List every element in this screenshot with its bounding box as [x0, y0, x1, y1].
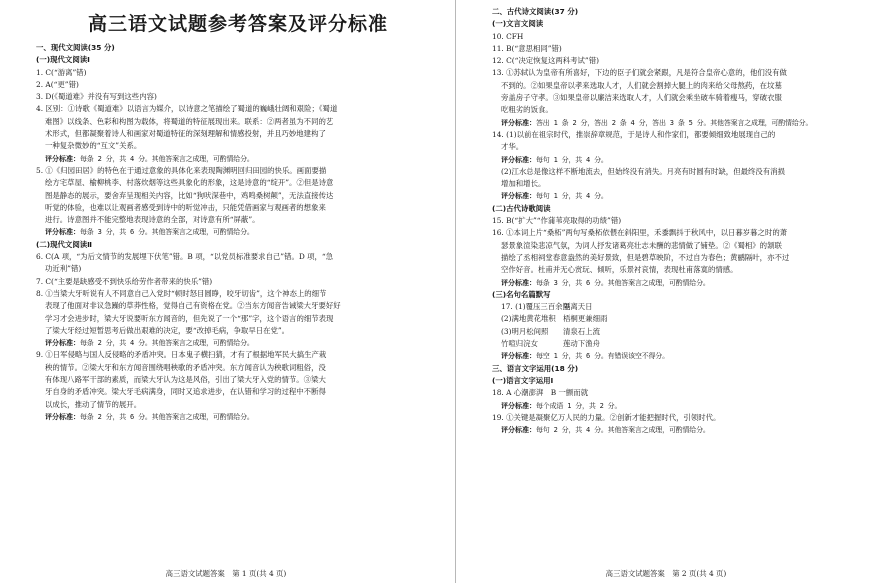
- answer-line: 难图》以线条、色彩和构图为载体，将蜀道的特征展现出来。联系：②两者虽为不同的艺: [45, 116, 334, 126]
- answer-item: 1. C(“游离”错): [36, 67, 87, 77]
- scoring-text: 每句 2 分，共 4 分。其他答案言之成理，可酌情给分。: [536, 426, 710, 435]
- recitation-answer: [492, 326, 848, 338]
- answer-item: 16. ①本词上片“桑柘”两句写桑柘依偎在斜阳里，禾黍飘抖于秋风中，以日暮岁暮之时的萧: [492, 228, 788, 238]
- scoring-note: [492, 190, 848, 202]
- scoring-label: 评分标准：: [501, 352, 536, 361]
- recitation-answer: [492, 338, 848, 350]
- scoring-note: [492, 277, 848, 289]
- answer-item: 5. ①《归园田居》的特色在于通过意象的具体化来表现陶渊明回归田园的快乐。画面要描: [36, 165, 327, 175]
- recitation-line-b: 隔离天日: [563, 302, 593, 312]
- scoring-text: 每条 2 分，共 6 分。其他答案言之成理，可酌情给分。: [80, 412, 254, 421]
- answer-item: 3. D(《蜀道难》并没有写到这些内容): [36, 92, 157, 102]
- recitation-line-a: (2)满地黄花堆积: [501, 314, 556, 324]
- scoring-text: 每条 3 分，共 6 分。其他答案言之成理，可酌情给分。: [80, 228, 254, 237]
- answer-item: 14. (1)以前在祖宗时代，推崇辞章规范，于是诗人和作家们，都要倾细致地展现自己的: [492, 129, 776, 139]
- answer-item: 12. C(“决定恢复这两科考试”错): [492, 56, 599, 66]
- answer-item: 9. ①日军侵略与国人反侵略的矛盾冲突。日本鬼子横扫猜，才有了根据地军民大搞生产栽: [36, 350, 327, 360]
- answer-line: 进行。诗意图并不能完整地表现诗意的全部，对诗意有所“屏蔽”。: [45, 215, 260, 225]
- page-1-footer: 高三语文试题答案 第 1 页(共 4 页): [165, 569, 287, 578]
- answer-line: 表现了他面对非议急躁的草莽性格，觉得自己有资格在党。②当东方闻音告诫梁大牙要好好: [45, 301, 341, 311]
- answer-line: 有体现八路军干部的素质，而梁大牙认为这是风俗，引出了梁大牙入党的情节。③梁大: [45, 375, 326, 385]
- scoring-text: 每句 1 分，共 4 分。: [536, 192, 608, 201]
- scoring-note: [492, 154, 848, 166]
- answer-line: 绘方宅草屋、榆柳桃李、村落炊烟等这些具象化的形象，这是诗意的“绽开”。②但是诗意: [45, 178, 334, 188]
- scoring-label: 评分标准：: [45, 228, 80, 237]
- scoring-label: 评分标准：: [501, 118, 536, 127]
- scoring-text: 每句 1 分，共 4 分。: [536, 155, 608, 164]
- subsection-heading: (三)名句名篇默写: [492, 289, 551, 299]
- section-heading: 一、现代文阅读(35 分): [36, 43, 115, 52]
- answer-line: 瑟景象渲染悲凉气氛，为词人抒发诸葛亮壮志未酬的悲情做了铺垫。②《蜀相》的颔联: [501, 240, 782, 250]
- scoring-note: [36, 153, 440, 165]
- recitation-line-b: 清泉石上流: [563, 326, 600, 336]
- document-title: 高三语文试题参考答案及评分标准: [87, 13, 388, 35]
- recitation-answer: [492, 301, 848, 313]
- answer-line: 功近利”错): [45, 264, 82, 274]
- answer-item: 4. 区别：①诗歌《蜀道难》以语言为媒介，以诗意之笔描绘了蜀道的巍峨壮阔和艰险；《蜀道: [36, 104, 338, 114]
- answer-line: 空作好音。杜甫并无心赏玩、倾听，乐景衬哀情，表现杜甫落寞的情感。: [501, 265, 738, 275]
- scoring-note: [492, 424, 848, 436]
- answer-item: 10. CFH: [492, 31, 524, 41]
- scoring-label: 评分标准：: [501, 426, 536, 435]
- section-heading: 三、语言文字运用(18 分): [492, 363, 579, 373]
- answer-page-2: [462, 0, 870, 583]
- scoring-note: [36, 337, 440, 349]
- scoring-text: 每条 3 分，共 6 分。其他答案言之成理，可酌情给分。: [536, 278, 710, 287]
- scoring-label: 评分标准：: [501, 401, 536, 410]
- answer-line: 图是静态的展示，要舍弃呈现相关内容，比如“狗吠深巷中，鸡鸣桑树颠”，无法直接传达: [45, 190, 334, 200]
- subsection-heading: (一)语言文字运用Ⅰ: [492, 375, 554, 385]
- answer-item: 2. A(“更”错): [36, 79, 79, 89]
- answer-line: 描绘了丞相祠堂春意盎然的美好景致，但是碧草映阶，不过自为春色；黄鹂隔叶，亦不过: [501, 252, 790, 262]
- scoring-note: [492, 350, 848, 362]
- answer-line: 学习才会进步时，梁大牙说要听东方闻音的，但先说了一个“那”字，这个语言的细节表现: [45, 313, 334, 323]
- scoring-label: 评分标准：: [45, 339, 80, 348]
- answer-line: 以成长，推动了情节的展开。: [45, 399, 142, 409]
- answer-item: 18. A 心潮澎湃 B 一颤而就: [492, 388, 589, 398]
- section-heading: 二、古代诗文阅读(37 分): [492, 7, 579, 16]
- scoring-text: 每条 2 分，共 4 分。其他答案言之成理，可酌情给分。: [80, 339, 254, 348]
- subsection-heading: (二)现代文阅读Ⅱ: [36, 239, 92, 249]
- answer-item: 8. ①当梁大牙听说有人不同意自己入党时“顿时怒目圆睁，咬牙切齿”，这个神态上的细节: [36, 288, 327, 298]
- page-2-footer: 高三语文试题答案 第 2 页(共 4 页): [605, 569, 727, 578]
- recitation-line-a: 17. (1)覆压三百余里: [501, 302, 570, 312]
- recitation-answer: [492, 313, 848, 325]
- scoring-label: 评分标准：: [45, 154, 80, 163]
- scoring-note: [36, 411, 440, 423]
- answer-item: 15. B(“扩大”“作蒲苇亮取得的功绩”错): [492, 216, 622, 226]
- subsection-heading: (一)现代文阅读Ⅰ: [36, 55, 90, 65]
- scoring-note: [36, 226, 440, 238]
- scoring-note: [492, 117, 848, 129]
- answer-item: 6. C(A 项，“为后文情节的发展埋下伏笔”错。B 项，“以党员标准要求自己”错。D 项，“急: [36, 252, 334, 262]
- page-2-body: [492, 6, 848, 436]
- scoring-text: 每个成语 1 分，共 2 分。: [536, 401, 622, 410]
- answer-line: 秧的情节。②梁大牙和东方闻音围绕唱秧歌的矛盾冲突。东方闻音认为秧歌词粗俗，没: [45, 362, 326, 372]
- scoring-text: 每空 1 分，共 6 分。有错误该空不得分。: [536, 352, 669, 361]
- answer-line: 了梁大牙经过短暂思考后做出艰难的决定，要“改掉毛病，争取早日在党”。: [45, 325, 290, 335]
- answer-line: 旁盖房子守孝。③如果皇帝以廉洁来选取人才，人们就会乘坐破车骑着瘦马，穿破衣服: [501, 93, 782, 103]
- page-1-body: [36, 42, 440, 423]
- answer-line: 术形式，但都凝聚着诗人和画家对蜀道特征的深刻理解和情感投射，并且巧妙地建构了: [45, 129, 326, 139]
- answer-line: 吃粗劣的饭食。: [501, 105, 553, 115]
- scoring-label: 评分标准：: [501, 192, 536, 201]
- answer-line: (2)江水总是像这样不断地流去，但始终没有消失。月亮有时圆有时缺，但最终没有消损: [501, 166, 785, 176]
- scoring-label: 评分标准：: [45, 412, 80, 421]
- recitation-line-a: 竹喧归浣女: [501, 339, 538, 349]
- scoring-label: 评分标准：: [501, 278, 536, 287]
- answer-line: 不到的。②如果皇帝以孝来选取人才，人们就会割掉大腿上的肉来给父母熬药，在坟墓: [501, 80, 782, 90]
- subsection-heading: (二)古代诗歌阅读: [492, 203, 551, 213]
- answer-line: 一种复杂微妙的“互文”关系。: [45, 141, 142, 151]
- answer-line: 增加和增长。: [501, 179, 546, 189]
- answer-item: 19. ①关键是凝聚亿万人民的力量。②创新才能把握时代，引领时代。: [492, 412, 721, 422]
- scoring-note: [492, 400, 848, 412]
- recitation-line-b: 梧桐更兼细雨: [563, 314, 608, 324]
- answer-line: 听觉的体验，也难以让观画者感受到诗中的听觉冲击，只能凭借画家与观画者的想象来: [45, 202, 326, 212]
- recitation-line-a: (3)明月松间照: [501, 326, 549, 336]
- answer-item: 11. B(“意思相同”错): [492, 43, 562, 53]
- scoring-text: 每条 2 分，共 4 分。其他答案言之成理，可酌情给分。: [80, 154, 254, 163]
- recitation-line-b: 莲动下渔舟: [563, 339, 600, 349]
- subsection-heading: (一)文言文阅读: [492, 19, 544, 29]
- page-divider: [455, 0, 456, 583]
- answer-item: 7. C(“主要是缺感受不到快乐给劳作者带来的快乐”错): [36, 276, 213, 286]
- scoring-text: 答出 1 条 2 分，答出 2 条 4 分，答出 3 条 5 分。其他答案言之成理，可酌情给分。: [536, 118, 813, 127]
- answer-line: 才华。: [501, 142, 524, 152]
- answer-line: 牙自身的矛盾冲突。梁大牙毛病满身，同时又追求进步，在认错和学习的过程中不断得: [45, 387, 326, 397]
- answer-item: 13. ①苏轼认为皇帝有所喜好，下边的臣子们就会紧跟，凡是符合皇帝心意的，他们没有做: [492, 68, 787, 78]
- scoring-label: 评分标准：: [501, 155, 536, 164]
